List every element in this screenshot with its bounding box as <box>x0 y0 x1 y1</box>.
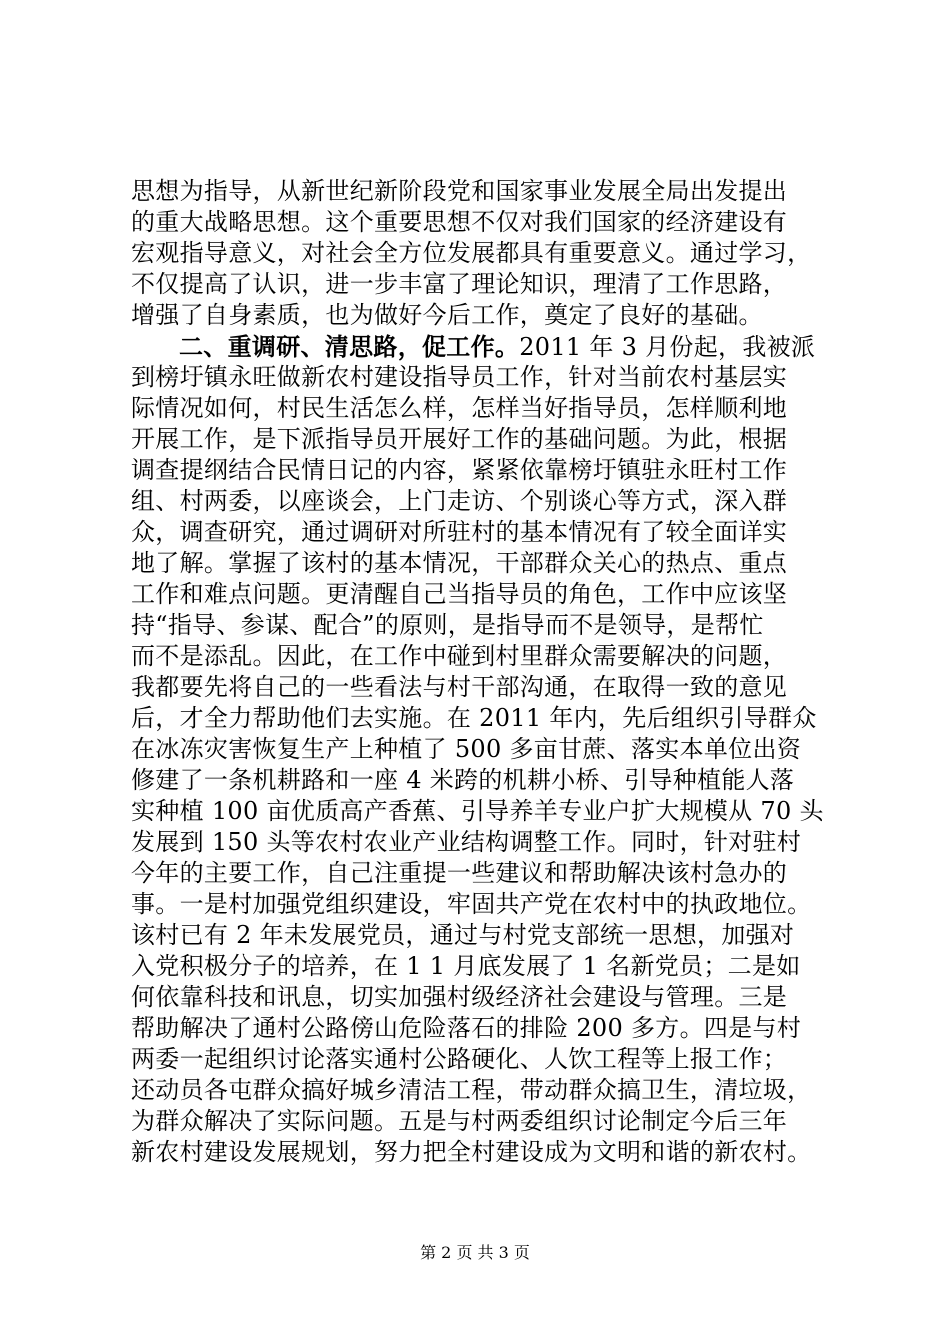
page-number-footer: 第 2 页 共 3 页 <box>420 1243 530 1262</box>
text-line: 增强了自身素质，也为做好今后工作，奠定了良好的基础。 <box>131 301 763 329</box>
text-line: 而不是添乱。因此，在工作中碰到村里群众需要解决的问题， <box>131 642 788 670</box>
section-heading: 二、重调研、清思路，促工作。 <box>179 332 520 361</box>
text-line: 为群众解决了实际问题。五是与村两委组织讨论制定今后三年 <box>131 1107 788 1135</box>
section-heading-line <box>131 331 831 362</box>
body-text <box>131 176 831 1168</box>
text-line: 开展工作，是下派指导员开展好工作的基础问题。为此，根据 <box>131 425 788 453</box>
text-line: 该村已有 2 年未发展党员，通过与村党支部统一思想，加强对 <box>131 921 795 949</box>
text-line: 组、村两委，以座谈会，上门走访、个别谈心等方式，深入群 <box>131 487 788 515</box>
text-line: 帮助解决了通村公路傍山危险落石的排险 200 多方。四是与村 <box>131 1014 802 1042</box>
text-line: 际情况如何，村民生活怎么样，怎样当好指导员，怎样顺利地 <box>131 394 788 422</box>
text-line: 众，调查研究，通过调研对所驻村的基本情况有了较全面详实 <box>131 518 788 546</box>
text-line: 思想为指导，从新世纪新阶段党和国家事业发展全局出发提出 <box>131 177 788 205</box>
text-line-rest: 2011 年 3 月份起，我被派 <box>519 333 816 361</box>
text-line: 不仅提高了认识，进一步丰富了理论知识，理清了工作思路， <box>131 270 788 298</box>
text-line: 的重大战略思想。这个重要思想不仅对我们国家的经济建设有 <box>131 208 788 236</box>
text-line: 地了解。掌握了该村的基本情况，干部群众关心的热点、重点 <box>131 549 788 577</box>
text-line: 实种植 100 亩优质高产香蕉、引导养羊专业户扩大规模从 70 头 <box>131 797 824 825</box>
text-line: 发展到 150 头等农村农业产业结构调整工作。同时，针对驻村 <box>131 828 802 856</box>
text-line: 后，才全力帮助他们去实施。在 2011 年内，先后组织引导群众 <box>131 704 817 732</box>
text-line: 入党积极分子的培养，在 1 1 月底发展了 1 名新党员；二是如 <box>131 952 801 980</box>
text-line: 今年的主要工作，自己注重提一些建议和帮助解决该村急办的 <box>131 859 788 887</box>
text-line: 新农村建设发展规划，努力把全村建设成为文明和谐的新农村。 <box>131 1138 812 1166</box>
text-line: 到榜圩镇永旺做新农村建设指导员工作，针对当前农村基层实 <box>131 363 788 391</box>
text-line: 在冰冻灾害恢复生产上种植了 500 多亩甘蔗、落实本单位出资 <box>131 735 802 763</box>
text-line: 修建了一条机耕路和一座 4 米跨的机耕小桥、引导种植能人落 <box>131 766 795 794</box>
text-line: 持“指导、参谋、配合”的原则，是指导而不是领导，是帮忙 <box>131 611 764 639</box>
text-line: 何依靠科技和讯息，切实加强村级经济社会建设与管理。三是 <box>131 983 788 1011</box>
text-line: 工作和难点问题。更清醒自己当指导员的角色，工作中应该坚 <box>131 580 788 608</box>
text-line: 我都要先将自己的一些看法与村干部沟通，在取得一致的意见 <box>131 673 788 701</box>
text-line: 宏观指导意义，对社会全方位发展都具有重要意义。通过学习， <box>131 239 812 267</box>
text-line: 还动员各屯群众搞好城乡清洁工程，带动群众搞卫生，清垃圾， <box>131 1076 812 1104</box>
text-line: 两委一起组织讨论落实通村公路硬化、人饮工程等上报工作； <box>131 1045 788 1073</box>
text-line: 事。一是村加强党组织建设，牢固共产党在农村中的执政地位。 <box>131 890 812 918</box>
text-line: 调查提纲结合民情日记的内容，紧紧依靠榜圩镇驻永旺村工作 <box>131 456 788 484</box>
